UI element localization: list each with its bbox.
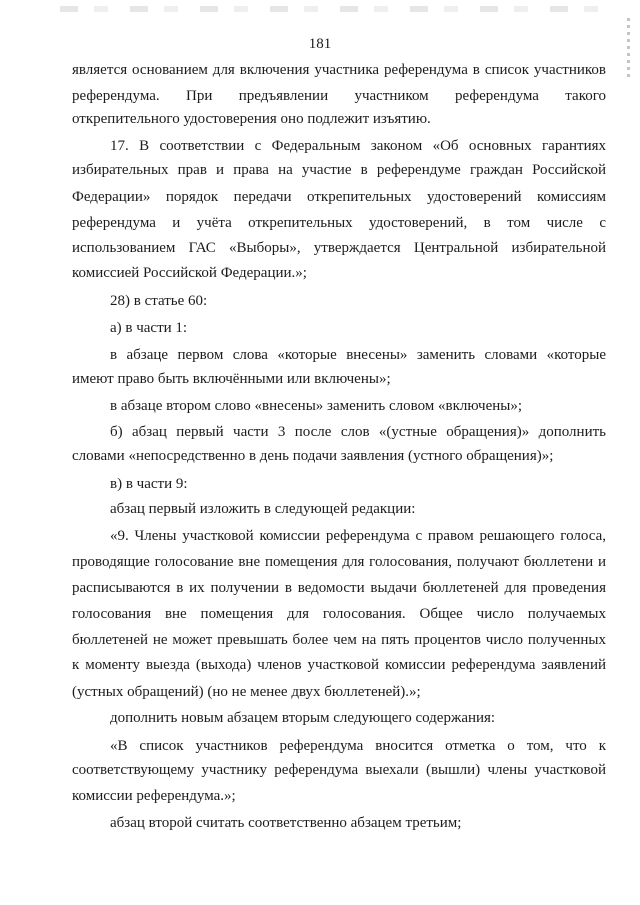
- text-line: к моменту выезда (выхода) членов участковой комиссии референдума заявлений: [72, 657, 606, 673]
- text-line: словами «непосредственно в день подачи заявления (устного обращения)»;: [72, 448, 554, 464]
- text-line: «В список участников референдума вносится отметка о том, что к: [110, 738, 606, 754]
- text-line: Федерации» порядок передачи открепительных удостоверений комиссиям: [72, 189, 606, 205]
- text-line: референдума. При предъявлении участником референдума такого: [72, 88, 606, 104]
- text-line: 17. В соответствии с Федеральным законом «Об основных гарантиях: [110, 138, 606, 154]
- text-line: «9. Члены участковой комиссии референдума с правом решающего голоса,: [110, 528, 606, 544]
- text-line: в абзаце первом слова «которые внесены» заменить словами «которые: [110, 347, 606, 363]
- text-line: соответствующему участнику референдума выехали (вышли) члены участковой: [72, 762, 606, 778]
- text-line: а) в части 1:: [110, 320, 188, 336]
- text-line: расписываются в их получении в ведомости выдачи бюллетеней для проведения: [72, 580, 606, 596]
- text-line: в) в части 9:: [110, 476, 188, 492]
- text-line: абзац первый изложить в следующей редакции:: [110, 501, 416, 517]
- text-line: дополнить новым абзацем вторым следующего содержания:: [110, 710, 496, 726]
- text-line: б) абзац первый части 3 после слов «(устные обращения)» дополнить: [110, 424, 606, 440]
- text-line: проводящие голосование вне помещения для голосования, получают бюллетени и: [72, 554, 606, 570]
- text-line: референдума и учёта открепительных удостоверений, в том числе с: [72, 215, 606, 231]
- text-line: использованием ГАС «Выборы», утверждается Центральной избирательной: [72, 240, 606, 256]
- text-line: абзац второй считать соответственно абзацем третьим;: [110, 815, 462, 831]
- page-number: 181: [308, 36, 332, 52]
- text-line: (устных обращений) (но не менее двух бюллетеней).»;: [72, 684, 421, 700]
- text-line: избирательных прав и права на участие в референдуме граждан Российской: [72, 162, 606, 178]
- text-line: имеют право быть включёнными или включены»;: [72, 371, 391, 387]
- text-line: 28) в статье 60:: [110, 293, 208, 309]
- text-line: в абзаце втором слово «внесены» заменить словом «включены»;: [110, 398, 523, 414]
- text-line: комиссии референдума.»;: [72, 788, 236, 804]
- scan-artifact-top: [60, 6, 620, 12]
- text-line: бюллетеней не может превышать более чем на пять процентов число полученных: [72, 632, 606, 648]
- text-line: комиссией Российской Федерации.»;: [72, 265, 307, 281]
- text-line: является основанием для включения участника референдума в список участников: [72, 62, 606, 78]
- text-line: открепительного удостоверения оно подлежит изъятию.: [72, 111, 431, 127]
- text-line: голосования вне помещения для голосования. Общее число получаемых: [72, 606, 606, 622]
